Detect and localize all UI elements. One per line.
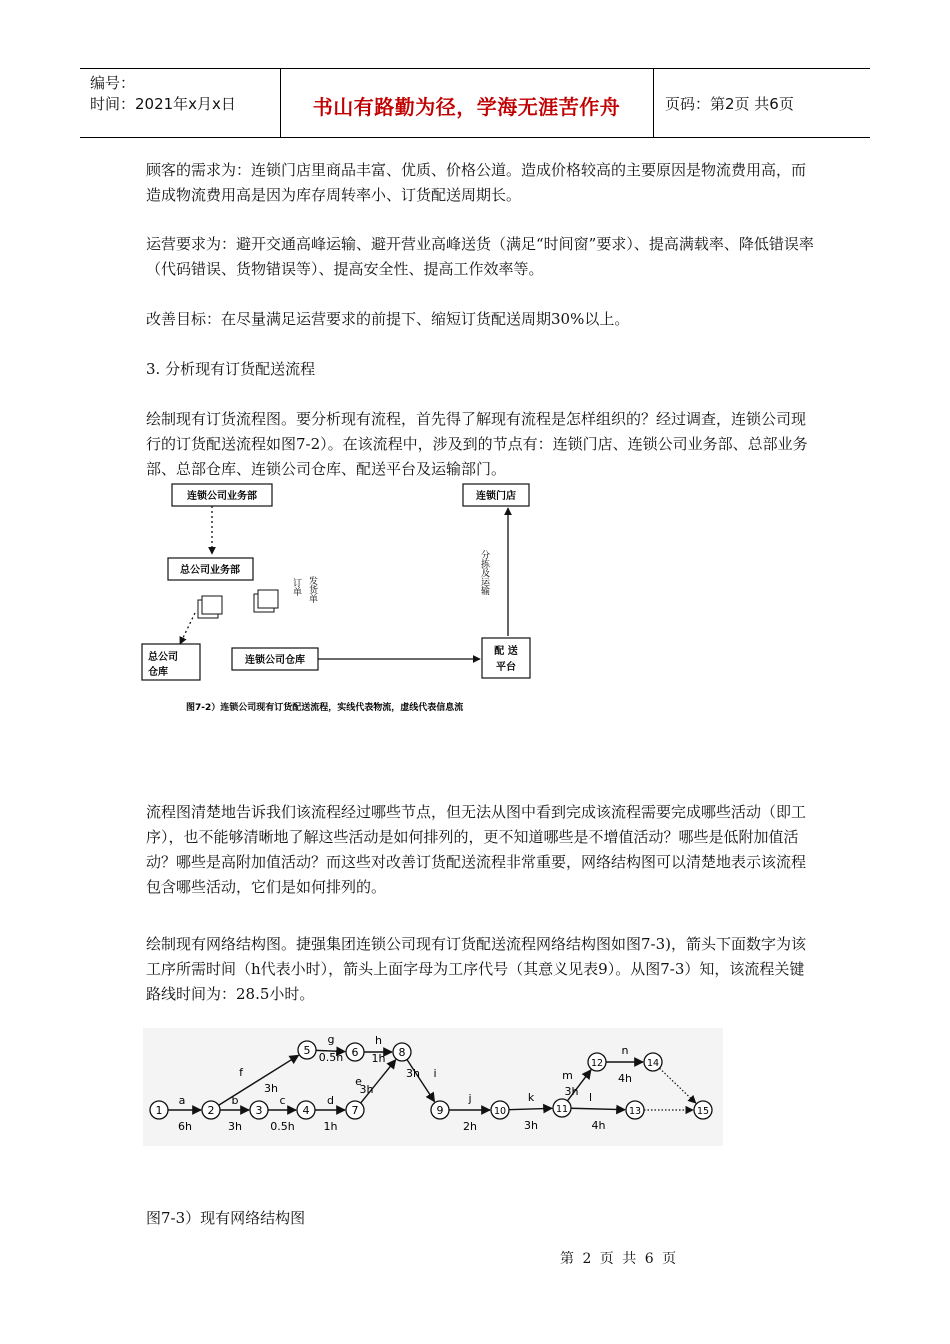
branch-warehouse-label: 连锁公司仓库 xyxy=(245,655,305,666)
network-edge-time: 4h xyxy=(618,1072,632,1085)
network-node-label: 5 xyxy=(303,1044,311,1057)
store-label: 连锁门店 xyxy=(476,491,516,502)
network-node-label: 12 xyxy=(590,1058,604,1069)
network-edge-code: f xyxy=(239,1066,243,1079)
network-edge-code: c xyxy=(279,1094,286,1107)
network-edge-time: 3h xyxy=(406,1067,420,1080)
network-edge-code: b xyxy=(231,1094,239,1107)
time-label: 时间：2021年x月x日 xyxy=(90,95,236,113)
paragraph-customer-needs: 顾客的需求为：连锁门店里商品丰富、优质、价格公道。造成价格较高的主要原因是物流费用高，而造成物流费用高是因为库存周转率小、订货配送周期长。 xyxy=(146,161,807,204)
network-edge-time: 0.5h xyxy=(318,1051,344,1064)
network-edge-time: 3h xyxy=(359,1083,374,1096)
number-label: 编号： xyxy=(90,74,136,92)
paragraph-operations: 运营要求为：避开交通高峰运输、避开营业高峰送货（满足“时间窗”要求）、提高满载率、降低错误率（代码错误、货物错误等）、提高安全性、提高工作效率等。 xyxy=(146,235,814,278)
network-edge-time: 3h xyxy=(264,1082,278,1095)
info-flow-line xyxy=(180,613,195,644)
network-node-label: 11 xyxy=(555,1104,569,1115)
network-edge-time: 2h xyxy=(463,1120,477,1133)
network-edge-time: 3h xyxy=(228,1120,242,1133)
order-label: 订单 xyxy=(291,578,301,596)
page-footer: 第 2 页 共 6 页 xyxy=(560,1251,679,1267)
branch-business-label: 连锁公司业务部 xyxy=(187,491,257,502)
network-edge-code: d xyxy=(327,1094,334,1107)
network-caption: 图7-3）现有网络结构图 xyxy=(146,1209,306,1227)
delivery-label: 分拣及运输 xyxy=(479,550,489,595)
document-icon xyxy=(202,596,222,614)
flowchart-caption: 图7-2）连锁公司现有订货配送流程，实线代表物流，虚线代表信息流 xyxy=(186,703,464,713)
header-motto: 书山有路勤为径，学海无涯苦作舟 xyxy=(312,95,621,119)
network-edge-code: e xyxy=(355,1075,362,1088)
paragraph-flowchart-intro: 绘制现有订货流程图。要分析现有流程，首先得了解现有流程是怎样组织的？经过调查，连锁公司现行的订货配送流程如图7-2）。在该流程中，涉及到的节点有：连锁门店、连锁公司业务部、总部业务部、总部仓库、连锁公司仓库、配送平台及运输部门。 xyxy=(146,410,808,478)
header-meta xyxy=(90,73,280,115)
invoice-label: 发货单 xyxy=(307,576,317,603)
network-node-label: 14 xyxy=(646,1058,660,1069)
paragraph-network-description: 绘制现有网络结构图。捷强集团连锁公司现有订货配送流程网络结构图如图7-3)，箭头下面数字为该工序所需时间（h代表小时），箭头上面字母为工序代号（其意义见表9）。从图7-3）知，该流程关键路线时间为：28.5小时。 xyxy=(146,935,807,1003)
hq-warehouse-label-2: 仓库 xyxy=(148,667,168,678)
document-icon xyxy=(258,590,278,608)
network-node-label: 2 xyxy=(207,1104,215,1117)
network-edge-time: 1h xyxy=(323,1120,338,1133)
network-edge-code: n xyxy=(621,1044,629,1057)
network-diagram xyxy=(143,1028,723,1146)
network-edge-time: 3h xyxy=(564,1085,579,1098)
network-edge-time: 4h xyxy=(591,1119,606,1132)
network-node-label: 9 xyxy=(436,1104,444,1117)
hq-business-label: 总公司业务部 xyxy=(180,565,240,576)
network-edge-time: 1h xyxy=(371,1052,386,1065)
paragraph-network-intro: 流程图清楚地告诉我们该流程经过哪些节点，但无法从图中看到完成该流程需要完成哪些活动（即工序），也不能够清晰地了解这些活动是如何排列的，更不知道哪些是不增值活动？哪些是低附加值活动？哪些是高附加值活动？而这些对改善订货配送流程非常重要，网络结构图可以清楚地表示该流程包含哪些活动，它们是如何排列的。 xyxy=(146,803,807,896)
page-header xyxy=(80,68,870,138)
network-node-label: 4 xyxy=(302,1104,310,1117)
header-divider xyxy=(653,69,654,137)
platform-label-1: 配 送 xyxy=(494,646,518,657)
header-page-label: 页码：第2页 共6页 xyxy=(665,95,794,113)
network-node-label: 13 xyxy=(628,1106,642,1117)
network-node-label: 6 xyxy=(351,1046,359,1059)
section-heading: 3. 分析现有订货配送流程 xyxy=(146,360,316,378)
network-edge-code: j xyxy=(468,1092,472,1105)
paragraph-goal: 改善目标：在尽量满足运营要求的前提下、缩短订货配送周期30%以上。 xyxy=(146,310,630,328)
network-node-label: 1 xyxy=(155,1104,163,1117)
hq-warehouse-label-1: 总公司 xyxy=(148,652,178,663)
network-node-label: 3 xyxy=(255,1104,263,1117)
network-edge-code: m xyxy=(562,1069,573,1082)
network-edge-code: g xyxy=(327,1033,335,1046)
platform-label-2: 平台 xyxy=(496,662,516,673)
network-edge-code: a xyxy=(178,1094,186,1107)
network-edge-code: i xyxy=(433,1067,437,1080)
network-edge-code: h xyxy=(375,1034,382,1047)
network-edge-time: 3h xyxy=(524,1119,538,1132)
network-edge-code: k xyxy=(527,1091,535,1104)
network-node-label: 8 xyxy=(398,1046,406,1059)
network-edge-code: l xyxy=(588,1091,593,1104)
network-node-label: 10 xyxy=(493,1106,507,1117)
network-edge-time: 6h xyxy=(178,1120,192,1133)
network-node-label: 7 xyxy=(351,1104,359,1117)
flowchart-figure xyxy=(140,478,540,718)
network-edge-time: 0.5h xyxy=(270,1120,295,1133)
network-node-label: 15 xyxy=(696,1106,710,1117)
